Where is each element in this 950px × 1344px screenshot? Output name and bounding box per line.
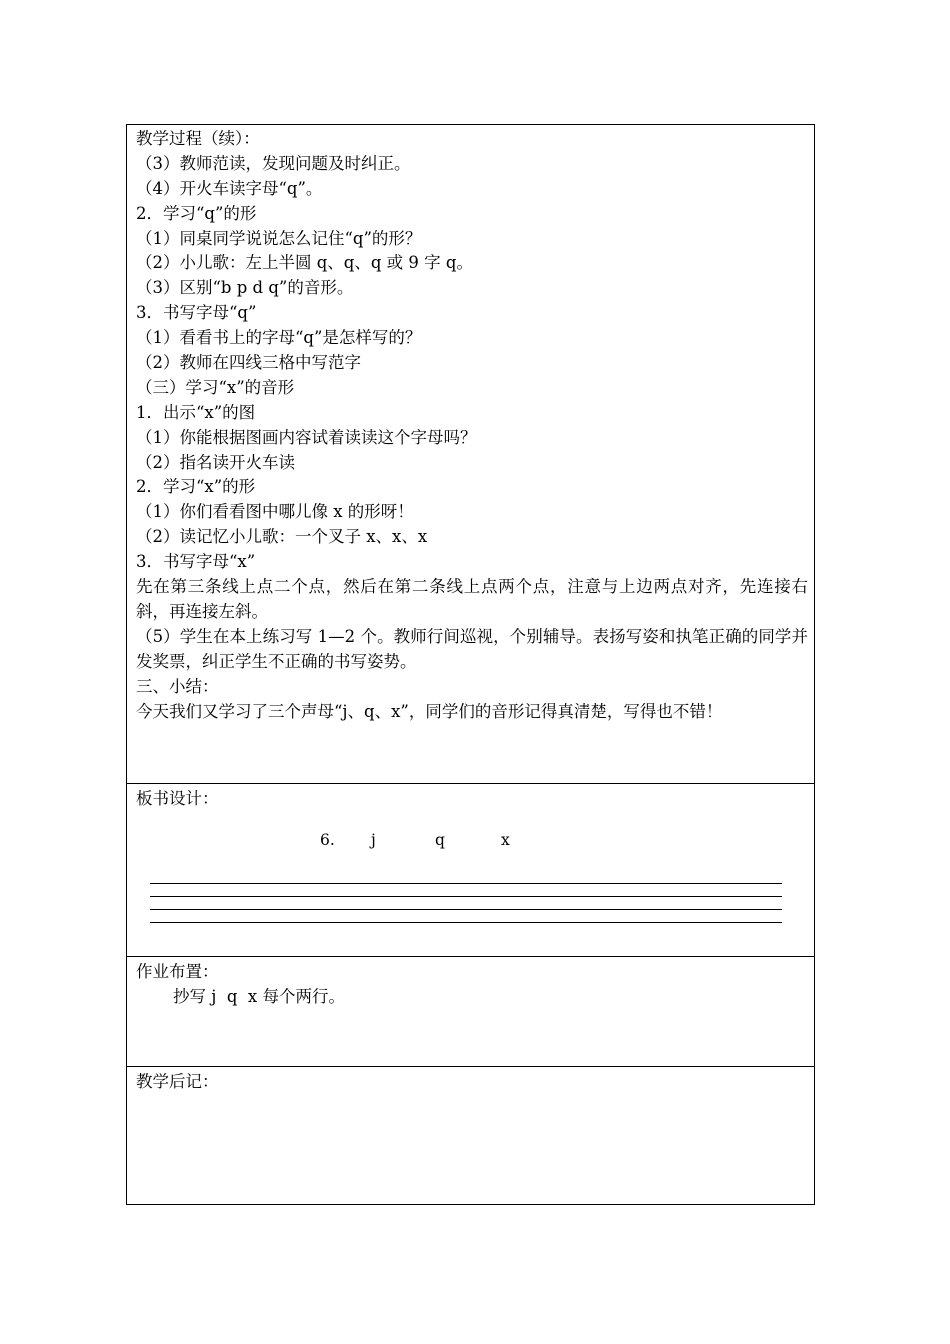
summary-heading: 三、小结： — [136, 676, 219, 696]
process-line: 3．书写字母“x” — [136, 552, 256, 572]
process-line: （4）开火车读字母“q”。 — [136, 178, 323, 198]
board-design-label: 板书设计： — [136, 789, 219, 808]
lesson-plan-table — [126, 124, 815, 1205]
lesson-number: 6. — [320, 831, 335, 849]
process-line: 3．书写字母“q” — [136, 303, 257, 323]
board-design-cell — [127, 784, 814, 957]
process-line: （3）教师范读，发现问题及时纠正。 — [136, 153, 411, 173]
process-line: （1）看看书上的字母“q”是怎样写的？ — [136, 328, 422, 348]
writing-line-4 — [150, 922, 782, 923]
homework-text: 抄写 j q x 每个两行。 — [173, 987, 345, 1006]
teaching-process-text — [136, 127, 808, 724]
summary-paragraph: 今天我们又学习了三个声母“j、q、x”，同学们的音形记得真清楚，写得也不错！ — [136, 701, 723, 721]
process-line: 1．出示“x”的图 — [136, 402, 256, 422]
writing-line-3 — [150, 909, 782, 910]
board-letters-row — [127, 828, 814, 852]
writing-line-1 — [150, 883, 782, 884]
writing-line-2 — [150, 896, 782, 897]
process-line: （3）区别“b p d q”的音形。 — [136, 278, 354, 298]
process-line: （2）读记忆小儿歌：一个叉子 x、x、x — [136, 527, 428, 547]
process-line: （1）你们看看图中哪儿像 x 的形呀！ — [136, 502, 414, 522]
board-letter-x: x — [501, 831, 510, 849]
teaching-process-cell — [127, 125, 814, 784]
process-line: 2．学习“q”的形 — [136, 203, 257, 223]
process-line: （2）教师在四线三格中写范字 — [136, 353, 361, 373]
process-line: （2）小儿歌：左上半圆 q、q、q 或 9 字 q。 — [136, 253, 473, 273]
process-line: 2．学习“x”的形 — [136, 477, 256, 497]
homework-cell — [127, 957, 814, 1067]
process-line: （1）你能根据图画内容试着读读这个字母吗？ — [136, 427, 477, 447]
board-letter-j: j — [371, 831, 376, 849]
practice-paragraph: （5）学生在本上练习写 1—2 个。教师行间巡视，个别辅导。表扬写姿和执笔正确的同学并发奖票，纠正学生不正确的书写姿势。 — [136, 626, 808, 671]
homework-label: 作业布置： — [136, 962, 219, 981]
process-line: （1）同桌同学说说怎么记住“q”的形？ — [136, 228, 422, 248]
board-letter-q: q — [435, 831, 445, 849]
teaching-notes-cell — [127, 1067, 814, 1205]
writing-steps-paragraph: 先在第三条线上点二个点，然后在第二条线上点两个点，注意与上边两点对齐，先连接右斜，再连接左斜。 — [136, 577, 808, 621]
process-line: 教学过程（续）： — [136, 129, 260, 148]
teaching-notes-label: 教学后记： — [136, 1072, 219, 1091]
process-line: （三）学习“x”的音形 — [136, 377, 295, 397]
process-line: （2）指名读开火车读 — [136, 452, 295, 472]
